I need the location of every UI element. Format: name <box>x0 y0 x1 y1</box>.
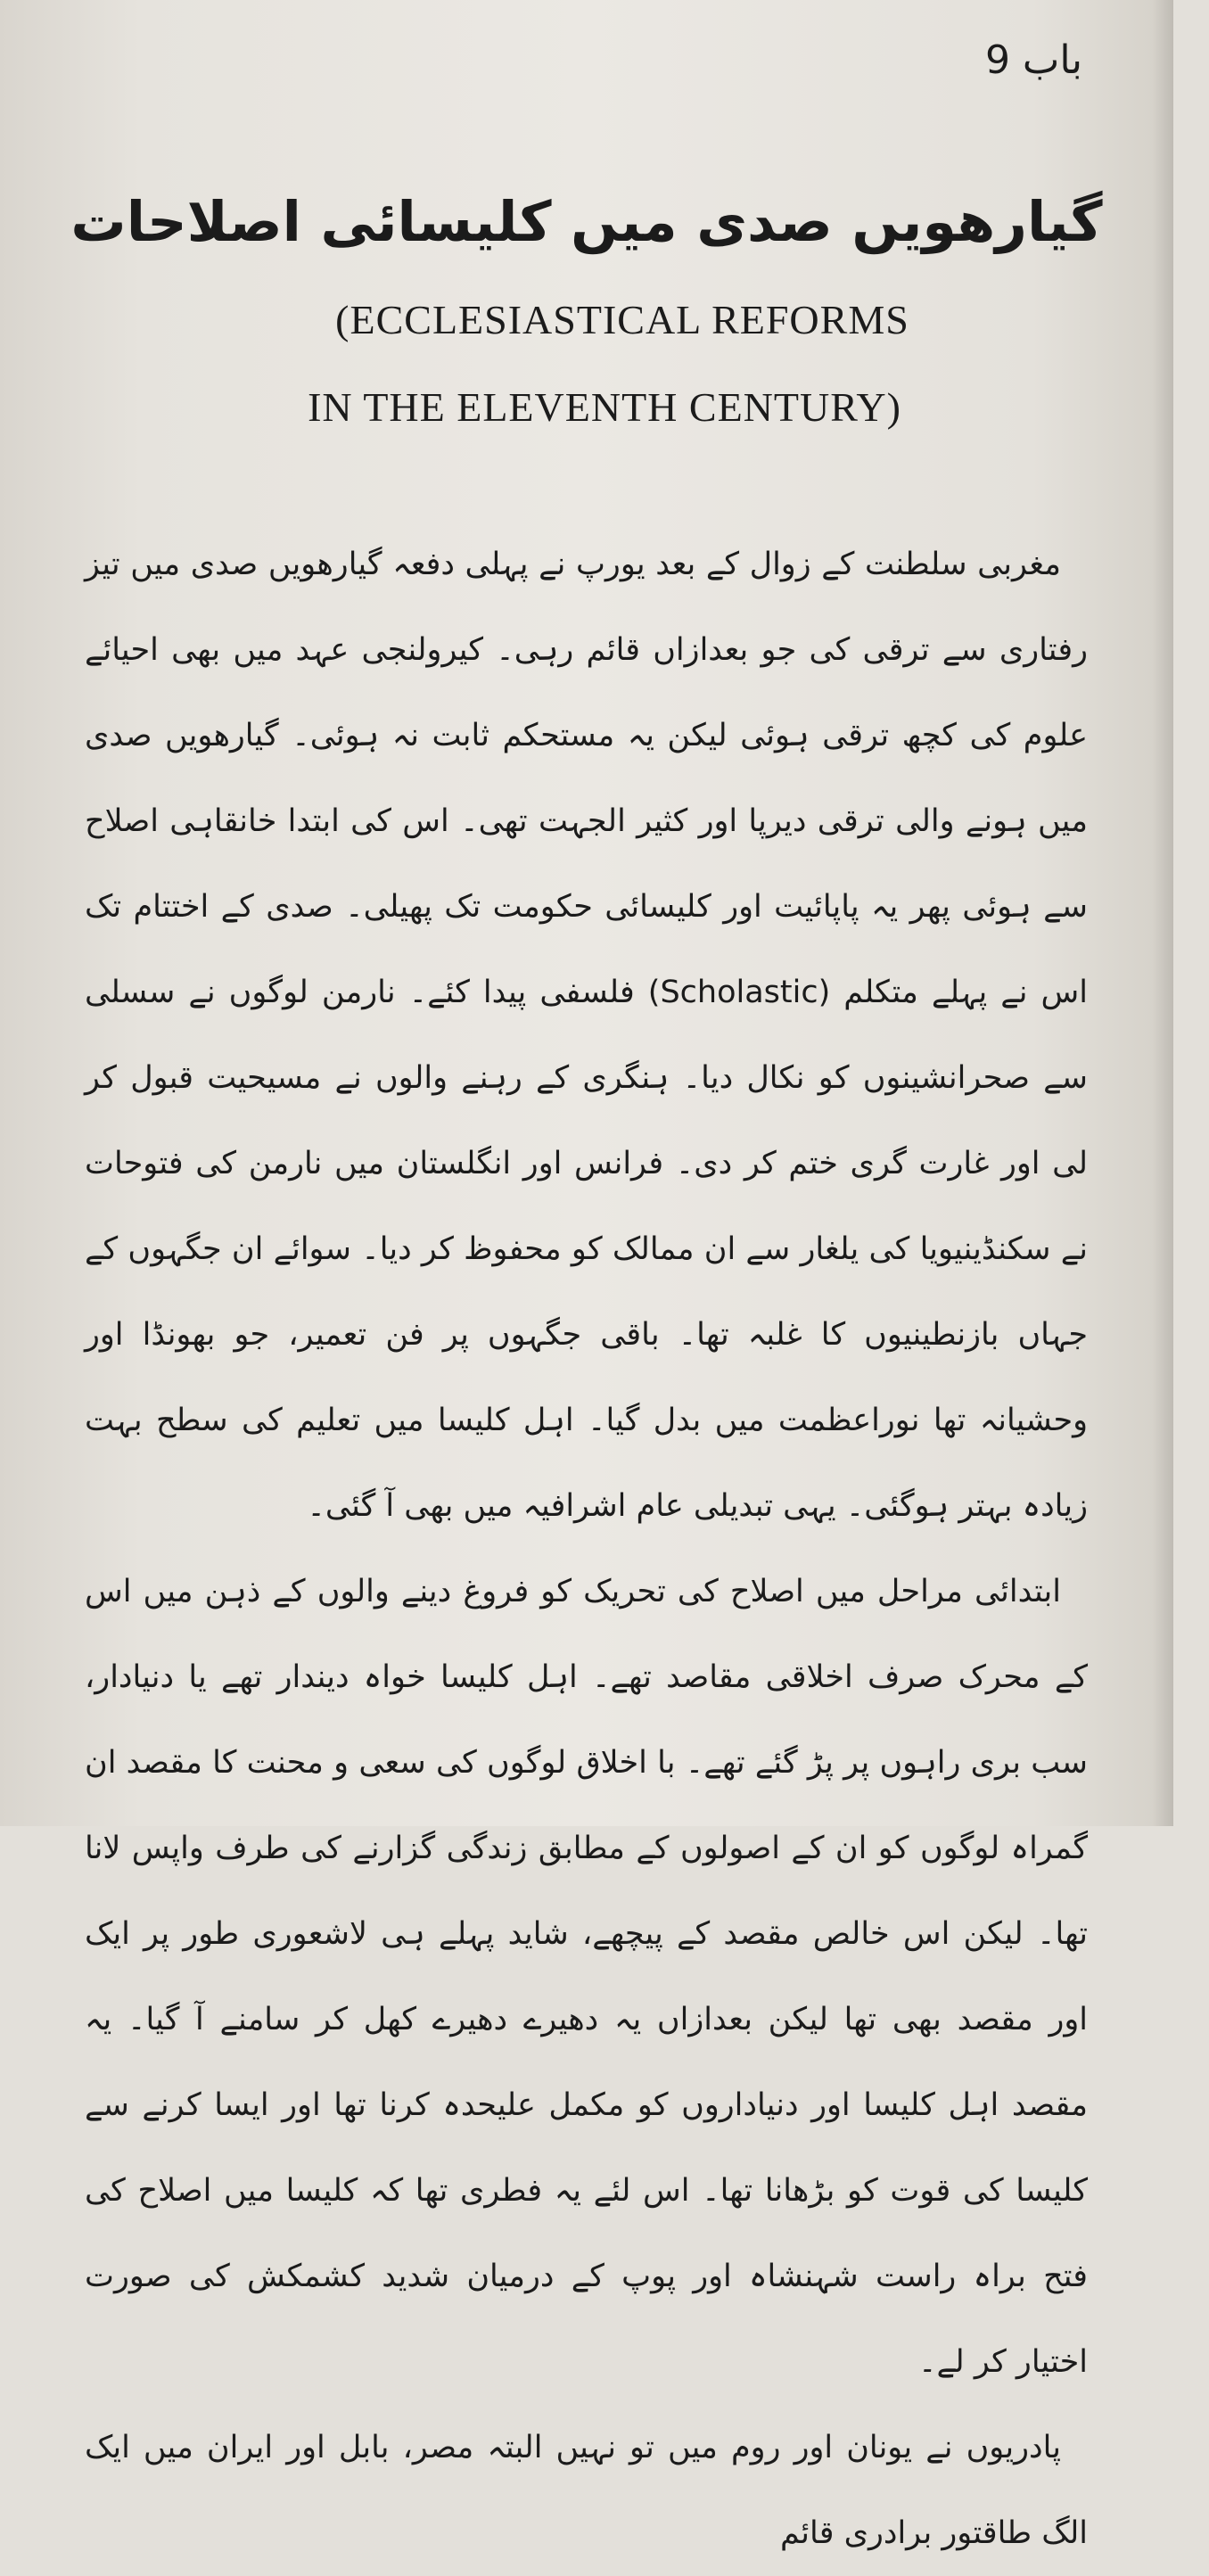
paragraph: ابتدائی مراحل میں اصلاح کی تحریک کو فروغ دینے والوں کے ذہن میں اس کے محرک صرف اخلاقی مقاصد تھے۔ اہل کلیسا خواہ دیندار تھے یا دنیادار، سب بری راہوں پر پڑ گئے تھے۔ با اخلاق لوگوں کی سعی و محنت کا مقصد ان گمراہ لوگوں کو ان کے اصولوں کے مطابق زندگی گزارنے کی طرف واپس لانا تھا۔ لیکن اس خالص مقصد کے پیچھے، شاید پہلے ہی لاشعوری طور پر ایک اور مقصد بھی تھا لیکن بعدازاں یہ دھیرے دھیرے کھل کر سامنے آ گیا۔ یہ مقصد اہل کلیسا اور دنیاداروں کو مکمل علیحدہ کرنا تھا اور ایسا کرنے سے کلیسا کی قوت کو بڑھانا تھا۔ اس لئے یہ فطری تھا کہ کلیسا میں اصلاح کی فتح براہ راست شہنشاہ اور پوپ کے درمیان شدید کشمکش کی صورت اختیار کر لے۔ <box>85 1574 1088 2380</box>
body-text <box>85 522 1088 2576</box>
paragraph: پادریوں نے یونان اور روم میں تو نہیں البتہ مصر، بابل اور ایران میں ایک الگ طاقتور برادری قائم <box>85 2430 1088 2551</box>
page-edge-shadow <box>1152 0 1173 1826</box>
chapter-title-english-line1: (ECCLESIASTICAL REFORMS <box>335 297 909 342</box>
chapter-label: باب 9 <box>984 37 1082 83</box>
paragraph: مغربی سلطنت کے زوال کے بعد یورپ نے پہلی دفعہ گیارھویں صدی میں تیز رفتاری سے ترقی کی جو بعدازاں قائم رہی۔ کیرولنجی عہد میں بھی احیائے علوم کی کچھ ترقی ہوئی لیکن یہ مستحکم ثابت نہ ہوئی۔ گیارھویں صدی میں ہونے والی ترقی دیرپا اور کثیر الجہت تھی۔ اس کی ابتدا خانقاہی اصلاح سے ہوئی پھر یہ پاپائیت اور کلیسائی حکومت تک پھیلی۔ صدی کے اختتام تک اس نے پہلے متکلم (Scholastic) فلسفی پیدا کئے۔ نارمن لوگوں نے سسلی سے صحرانشینوں کو نکال دیا۔ ہنگری کے رہنے والوں نے مسیحیت قبول کر لی اور غارت گری ختم کر دی۔ فرانس اور انگلستان میں نارمن کی فتوحات نے سکنڈینیویا کی یلغار سے ان ممالک کو محفوظ کر دیا۔ سوائے ان جگہوں کے جہاں بازنطینیوں کا غلبہ تھا۔ باقی جگہوں پر فن تعمیر، جو بھونڈا اور وحشیانہ تھا نوراعظمت میں بدل گیا۔ اہل کلیسا میں تعلیم کی سطح بہت زیادہ بہتر ہوگئی۔ یہی تبدیلی عام اشرافیہ میں بھی آ گئی۔ <box>85 547 1088 1524</box>
chapter-title-english-line2: IN THE ELEVENTH CENTURY) <box>308 384 901 430</box>
chapter-title-urdu: گیارھویں صدی میں کلیسائی اصلاحات <box>70 189 1103 254</box>
